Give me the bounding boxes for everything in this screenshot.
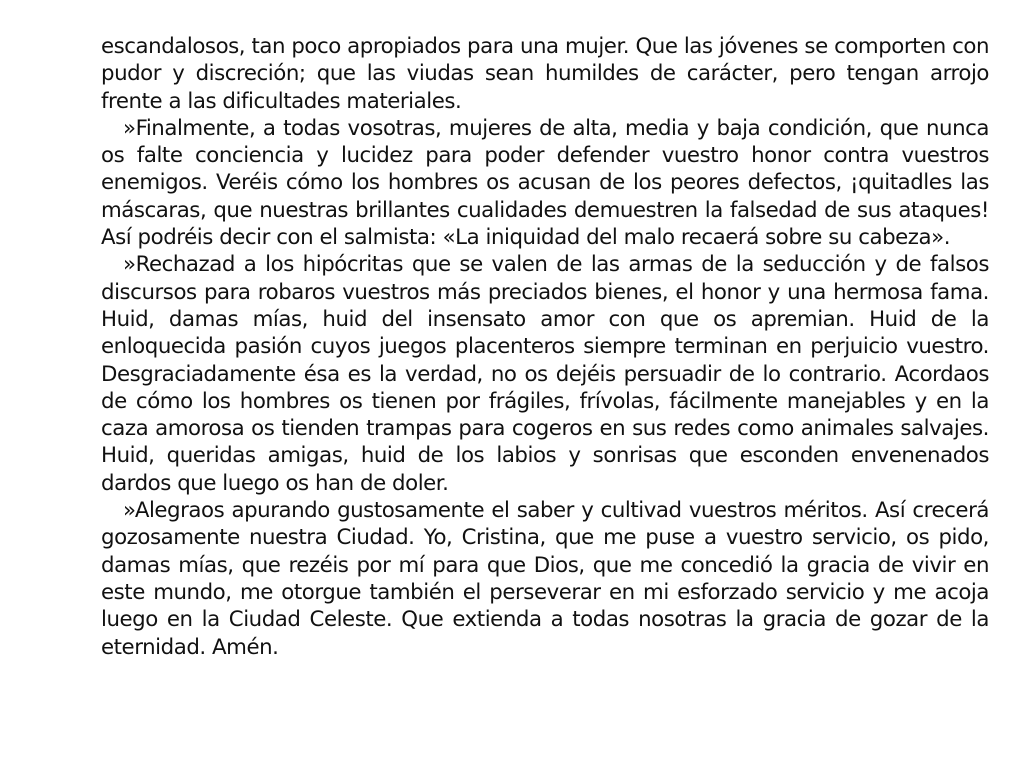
paragraph-continuation: escandalosos, tan poco apropiados para una mujer. Que las jóvenes se comporten con pudor y discreción; que las viudas sean humildes de carácter, pero tengan arrojo frente a las dificultades materiales. [101, 34, 989, 114]
document-page [101, 33, 989, 661]
paragraph-alegraos: »Alegraos apurando gustosamente el saber y cultivad vuestros méritos. Así crecerá gozosamente nuestra Ciudad. Yo, Cristina, que me puse a vuestro servicio, os pido, damas mías, que rezéis por mí para que Dios, que me concedió la gracia de vivir en este mundo, me otorgue también el perseverar en mi esforzado servicio y me acoja luego en la Ciudad Celeste. Que extienda a todas nosotras la gracia de gozar de la eternidad. Amén. [101, 498, 989, 660]
paragraph-rechazad: »Rechazad a los hipócritas que se valen de las armas de la seducción y de falsos discursos para robaros vuestros más preciados bienes, el honor y una hermosa fama. Huid, damas mías, huid del insensato amor con que os apremian. Huid de la enloquecida pasión cuyos juegos placenteros siempre terminan en perjuicio vuestro. Desgraciadamente ésa es la verdad, no os dejéis persuadir de lo contrario. Acordaos de cómo los hombres os tienen por frágiles, frívolas, fácilmente manejables y en la caza amorosa os tienden trampas para cogeros en sus redes como animales salvajes. Huid, queridas amigas, huid de los labios y sonrisas que esconden envenenados dardos que luego os han de doler. [101, 252, 989, 496]
paragraph-finalmente: »Finalmente, a todas vosotras, mujeres de alta, media y baja condición, que nunca os falte conciencia y lucidez para poder defender vuestro honor contra vuestros enemigos. Veréis cómo los hombres os acusan de los peores defectos, ¡quitadles las máscaras, que nuestras brillantes cualidades demuestren la falsedad de sus ataques! Así podréis decir con el salmista: «La iniquidad del malo recaerá sobre su cabeza». [101, 115, 989, 251]
